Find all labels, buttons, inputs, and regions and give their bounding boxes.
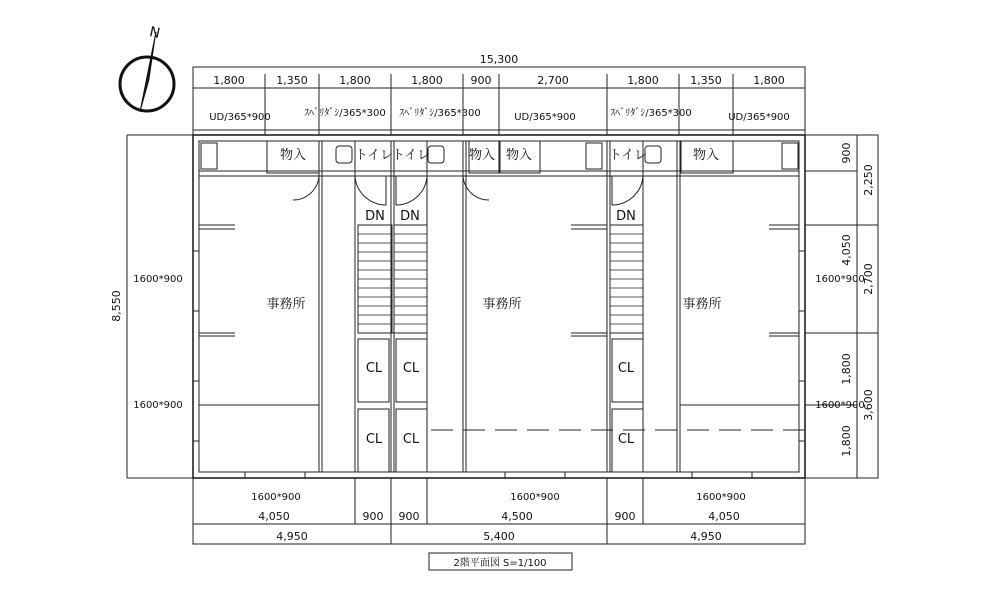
window-side-left-2: 1600*900 bbox=[133, 400, 183, 411]
dim-bottom-1-5: 4,050 bbox=[708, 510, 740, 523]
window-ud-center: UD/365*900 bbox=[514, 112, 576, 123]
room-storage-4: 物入 bbox=[692, 148, 720, 163]
dim-bottom-2-2: 4,950 bbox=[690, 530, 722, 543]
room-toilet-2: トイレ bbox=[391, 148, 431, 163]
dim-top-1: 1,350 bbox=[276, 74, 308, 87]
room-closet-4: CL bbox=[402, 432, 420, 447]
room-closet-2: CL bbox=[402, 361, 420, 376]
dim-bottom-1-0: 4,050 bbox=[258, 510, 290, 523]
dim-right-outer-0: 2,250 bbox=[862, 164, 875, 196]
dim-right-outer-1: 2,700 bbox=[862, 263, 875, 295]
room-office-1: 事務所 bbox=[266, 297, 306, 312]
dim-top-8: 1,800 bbox=[753, 74, 785, 87]
dim-bottom-2-0: 4,950 bbox=[276, 530, 308, 543]
window-ud-left: UD/365*900 bbox=[209, 112, 271, 123]
window-bottom-right: 1600*900 bbox=[696, 492, 746, 503]
dim-top-5: 2,700 bbox=[537, 74, 569, 87]
room-office-3: 事務所 bbox=[682, 297, 722, 312]
dim-top-3: 1,800 bbox=[411, 74, 443, 87]
dim-top-7: 1,350 bbox=[690, 74, 722, 87]
stair-label-1: DN bbox=[365, 209, 385, 224]
window-sp-a: ｽﾍﾞﾘﾀﾞｼ/365*300 bbox=[304, 108, 386, 119]
window-sp-b: ｽﾍﾞﾘﾀﾞｼ/365*300 bbox=[399, 108, 481, 119]
window-side-right-1: 1600*900 bbox=[815, 274, 865, 285]
window-ud-right: UD/365*900 bbox=[728, 112, 790, 123]
dim-top-0: 1,800 bbox=[213, 74, 245, 87]
north-arrow bbox=[120, 32, 174, 112]
window-bottom-left: 1600*900 bbox=[251, 492, 301, 503]
dim-bottom-1-2: 900 bbox=[398, 510, 420, 523]
room-closet-6: CL bbox=[617, 432, 635, 447]
dim-bottom-1-3: 4,500 bbox=[501, 510, 533, 523]
room-closet-1: CL bbox=[365, 361, 383, 376]
dim-right-outer-2: 3,600 bbox=[862, 389, 875, 421]
room-toilet-1: トイレ bbox=[354, 148, 394, 163]
room-closet-3: CL bbox=[365, 432, 383, 447]
window-bottom-center: 1600*900 bbox=[510, 492, 560, 503]
room-storage-2: 物入 bbox=[468, 148, 496, 163]
room-office-2: 事務所 bbox=[482, 297, 522, 312]
window-side-left-1: 1600*900 bbox=[133, 274, 183, 285]
dim-bottom-2-1: 5,400 bbox=[483, 530, 515, 543]
stair-label-2: DN bbox=[400, 209, 420, 224]
drawing-title: 2階平面図 S=1/100 bbox=[453, 558, 547, 569]
dim-top-total: 15,300 bbox=[479, 53, 519, 66]
dim-right-inner-0: 900 bbox=[840, 142, 853, 164]
dim-top-4: 900 bbox=[470, 74, 492, 87]
dim-right-inner-3: 1,800 bbox=[840, 425, 853, 457]
room-toilet-3: トイレ bbox=[608, 148, 648, 163]
dim-right-inner-1: 4,050 bbox=[840, 234, 853, 266]
dim-right-inner-2: 1,800 bbox=[840, 353, 853, 385]
dim-left-total: 8,550 bbox=[110, 290, 123, 322]
window-side-right-2: 1600*900 bbox=[815, 400, 865, 411]
room-storage-1: 物入 bbox=[279, 148, 307, 163]
north-label: N bbox=[147, 24, 162, 42]
dim-bottom-1-1: 900 bbox=[362, 510, 384, 523]
room-storage-3: 物入 bbox=[505, 148, 533, 163]
stair-label-3: DN bbox=[616, 209, 636, 224]
window-sp-c: ｽﾍﾞﾘﾀﾞｼ/365*300 bbox=[610, 108, 692, 119]
room-closet-5: CL bbox=[617, 361, 635, 376]
dim-bottom-1-4: 900 bbox=[614, 510, 636, 523]
dim-top-6: 1,800 bbox=[627, 74, 659, 87]
dim-top-2: 1,800 bbox=[339, 74, 371, 87]
